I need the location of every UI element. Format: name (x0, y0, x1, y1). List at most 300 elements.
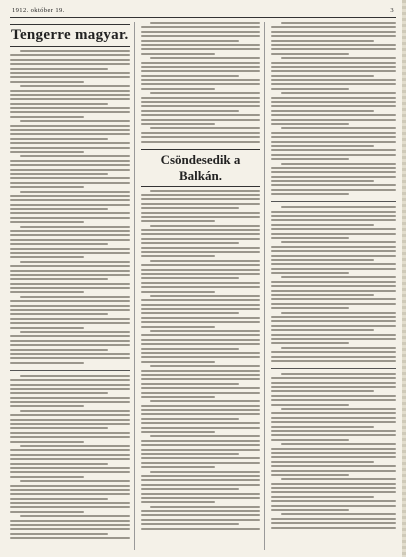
text-line-placeholder (141, 132, 261, 134)
text-line-placeholder (271, 123, 348, 125)
text-line-placeholder (150, 127, 260, 129)
text-line-placeholder (10, 195, 130, 197)
text-line-placeholder (150, 260, 260, 262)
text-line-placeholder (141, 475, 261, 477)
text-line-placeholder (10, 138, 108, 140)
text-line-placeholder (10, 476, 84, 478)
text-line-placeholder (10, 463, 108, 465)
text-line-placeholder (10, 357, 130, 359)
text-line-placeholder (271, 180, 373, 182)
text-line-placeholder (10, 414, 130, 416)
text-line-placeholder (281, 57, 396, 59)
text-line-placeholder (141, 31, 261, 33)
text-line-placeholder (271, 263, 396, 265)
text-line-placeholder (281, 312, 396, 314)
text-line-placeholder (10, 125, 130, 127)
text-line-placeholder (271, 193, 348, 195)
text-line-placeholder (141, 510, 261, 512)
text-line-placeholder (10, 498, 108, 500)
text-line-placeholder (141, 405, 261, 407)
text-line-placeholder (271, 461, 373, 463)
lead-article-body (10, 50, 130, 364)
text-line-placeholder (10, 309, 130, 311)
text-line-placeholder (141, 409, 261, 411)
text-line-placeholder (271, 255, 396, 257)
text-line-placeholder (141, 273, 261, 275)
column-3-body-bottom (271, 373, 396, 529)
text-line-placeholder (141, 141, 261, 143)
text-line-placeholder (141, 207, 239, 209)
text-line-placeholder (10, 300, 130, 302)
text-line-placeholder (20, 480, 130, 482)
text-line-placeholder (141, 247, 261, 249)
text-line-placeholder (271, 342, 348, 344)
text-line-placeholder (141, 378, 261, 380)
text-line-placeholder (10, 362, 84, 364)
text-line-placeholder (281, 241, 396, 243)
text-line-placeholder (10, 392, 108, 394)
text-line-placeholder (271, 334, 396, 336)
text-line-placeholder (271, 390, 373, 392)
text-line-placeholder (271, 114, 396, 116)
text-line-placeholder (271, 110, 373, 112)
text-line-placeholder (271, 35, 396, 37)
text-line-placeholder (281, 373, 396, 375)
text-line-placeholder (150, 295, 260, 297)
text-line-placeholder (271, 184, 396, 186)
column-3-body-middle (271, 206, 396, 362)
text-line-placeholder (141, 493, 261, 495)
text-line-placeholder (10, 493, 130, 495)
balkan-headline: Csöndesedik a Balkán. (141, 149, 261, 187)
text-line-placeholder (271, 88, 348, 90)
text-line-placeholder (141, 449, 261, 451)
text-line-placeholder (271, 228, 396, 230)
text-line-placeholder (271, 158, 348, 160)
text-line-placeholder (10, 397, 130, 399)
text-line-placeholder (10, 230, 130, 232)
text-line-placeholder (150, 435, 260, 437)
text-line-placeholder (271, 75, 373, 77)
text-line-placeholder (150, 190, 260, 192)
text-line-placeholder (150, 471, 260, 473)
text-line-placeholder (271, 145, 373, 147)
text-line-placeholder (20, 296, 130, 298)
text-line-placeholder (20, 410, 130, 412)
text-line-placeholder (141, 312, 239, 314)
text-line-placeholder (141, 374, 261, 376)
column-3-body-top (271, 22, 396, 195)
scan-edge-strip (402, 0, 406, 557)
text-line-placeholder (141, 291, 215, 293)
text-line-placeholder (281, 127, 396, 129)
text-line-placeholder (150, 92, 260, 94)
text-line-placeholder (150, 400, 260, 402)
text-line-placeholder (141, 308, 261, 310)
text-line-placeholder (271, 298, 396, 300)
text-line-placeholder (271, 505, 396, 507)
text-line-placeholder (10, 467, 130, 469)
text-line-placeholder (20, 331, 130, 333)
text-line-placeholder (141, 339, 261, 341)
text-line-placeholder (141, 361, 215, 363)
masthead-date: 1912. október 19. (12, 7, 65, 14)
text-line-placeholder (271, 399, 396, 401)
text-line-placeholder (10, 199, 130, 201)
text-line-placeholder (271, 377, 396, 379)
text-line-placeholder (141, 352, 261, 354)
text-line-placeholder (10, 379, 130, 381)
text-line-placeholder (150, 225, 260, 227)
text-line-placeholder (281, 408, 396, 410)
text-line-placeholder (10, 177, 130, 179)
text-line-placeholder (141, 383, 239, 385)
text-line-placeholder (271, 268, 396, 270)
text-line-placeholder (141, 114, 261, 116)
text-line-placeholder (271, 351, 396, 353)
text-line-placeholder (141, 123, 215, 125)
text-line-placeholder (10, 208, 108, 210)
text-line-placeholder (10, 506, 130, 508)
text-line-placeholder (271, 48, 396, 50)
text-line-placeholder (10, 318, 130, 320)
text-line-placeholder (271, 272, 348, 274)
text-line-placeholder (20, 120, 130, 122)
text-line-placeholder (281, 443, 396, 445)
article-columns (10, 22, 396, 550)
text-line-placeholder (10, 287, 130, 289)
text-line-placeholder (141, 334, 261, 336)
text-line-placeholder (271, 281, 396, 283)
text-line-placeholder (271, 329, 373, 331)
text-line-placeholder (10, 94, 130, 96)
text-line-placeholder (271, 509, 348, 511)
text-line-placeholder (141, 35, 261, 37)
text-line-placeholder (10, 239, 130, 241)
text-line-placeholder (271, 491, 396, 493)
text-line-placeholder (10, 133, 130, 135)
text-line-placeholder (10, 217, 130, 219)
text-line-placeholder (271, 487, 396, 489)
text-line-placeholder (10, 256, 84, 258)
text-line-placeholder (141, 387, 261, 389)
text-line-placeholder (271, 474, 348, 476)
column-3 (271, 22, 396, 550)
text-line-placeholder (20, 191, 130, 193)
text-line-placeholder (150, 365, 260, 367)
text-line-placeholder (271, 412, 396, 414)
text-line-placeholder (10, 164, 130, 166)
balkan-article-body (141, 190, 261, 530)
text-line-placeholder (141, 198, 261, 200)
text-line-placeholder (271, 303, 396, 305)
text-line-placeholder (141, 229, 261, 231)
text-line-placeholder (281, 478, 396, 480)
text-line-placeholder (141, 444, 261, 446)
text-line-placeholder (20, 226, 130, 228)
text-line-placeholder (10, 305, 130, 307)
text-line-placeholder (141, 523, 239, 525)
text-line-placeholder (141, 26, 261, 28)
text-line-placeholder (271, 452, 396, 454)
text-line-placeholder (141, 462, 261, 464)
text-line-placeholder (141, 97, 261, 99)
text-line-placeholder (271, 421, 396, 423)
text-line-placeholder (20, 85, 130, 87)
text-line-placeholder (141, 277, 239, 279)
text-line-placeholder (271, 79, 396, 81)
text-line-placeholder (10, 340, 130, 342)
text-line-placeholder (10, 160, 130, 162)
text-line-placeholder (141, 251, 261, 253)
text-line-placeholder (141, 299, 261, 301)
text-line-placeholder (10, 98, 130, 100)
text-line-placeholder (141, 519, 261, 521)
text-line-placeholder (141, 282, 261, 284)
text-line-placeholder (141, 79, 261, 81)
text-line-placeholder (141, 440, 261, 442)
text-line-placeholder (10, 116, 84, 118)
text-line-placeholder (271, 470, 396, 472)
text-line-placeholder (10, 248, 130, 250)
text-line-placeholder (141, 501, 215, 503)
text-line-placeholder (10, 432, 130, 434)
text-line-placeholder (271, 360, 396, 362)
text-line-placeholder (141, 466, 215, 468)
text-line-placeholder (271, 417, 396, 419)
text-line-placeholder (10, 291, 84, 293)
text-line-placeholder (271, 167, 396, 169)
text-line-placeholder (141, 110, 239, 112)
text-line-placeholder (141, 53, 215, 55)
text-line-placeholder (271, 338, 396, 340)
text-line-placeholder (141, 40, 239, 42)
text-line-placeholder (141, 269, 261, 271)
text-line-placeholder (281, 347, 396, 349)
text-line-placeholder (271, 215, 396, 217)
text-line-placeholder (10, 458, 130, 460)
text-line-placeholder (271, 176, 396, 178)
text-line-placeholder (20, 155, 130, 157)
text-line-placeholder (10, 353, 130, 355)
text-line-placeholder (271, 237, 348, 239)
text-line-placeholder (150, 330, 260, 332)
text-line-placeholder (141, 356, 261, 358)
text-line-placeholder (150, 22, 260, 24)
text-line-placeholder (10, 419, 130, 421)
text-line-placeholder (271, 434, 396, 436)
text-line-placeholder (10, 81, 84, 83)
text-line-placeholder (271, 259, 373, 261)
text-line-placeholder (141, 136, 261, 138)
text-line-placeholder (141, 212, 261, 214)
text-line-placeholder (10, 68, 108, 70)
text-line-placeholder (141, 304, 261, 306)
column-2 (141, 22, 266, 550)
text-line-placeholder (10, 327, 84, 329)
text-line-placeholder (271, 70, 396, 72)
text-line-placeholder (141, 242, 239, 244)
text-line-placeholder (271, 101, 396, 103)
text-line-placeholder (271, 26, 396, 28)
text-line-placeholder (10, 405, 84, 407)
text-line-placeholder (271, 149, 396, 151)
text-line-placeholder (10, 72, 130, 74)
text-line-placeholder (271, 294, 373, 296)
text-line-placeholder (20, 50, 130, 52)
text-line-placeholder (271, 456, 396, 458)
text-line-placeholder (271, 53, 348, 55)
text-line-placeholder (10, 349, 108, 351)
text-line-placeholder (271, 224, 373, 226)
text-line-placeholder (10, 511, 84, 513)
text-line-placeholder (141, 48, 261, 50)
text-line-placeholder (271, 500, 396, 502)
text-line-placeholder (281, 92, 396, 94)
text-line-placeholder (10, 204, 130, 206)
text-line-placeholder (271, 316, 396, 318)
text-line-placeholder (271, 136, 396, 138)
text-line-placeholder (20, 375, 130, 377)
text-line-placeholder (141, 392, 261, 394)
text-line-placeholder (10, 344, 130, 346)
text-line-placeholder (271, 307, 348, 309)
text-line-placeholder (10, 313, 108, 315)
text-line-placeholder (10, 454, 130, 456)
text-line-placeholder (281, 163, 396, 165)
text-line-placeholder (141, 343, 261, 345)
text-line-placeholder (141, 317, 261, 319)
text-line-placeholder (271, 219, 396, 221)
text-line-placeholder (10, 90, 130, 92)
text-line-placeholder (141, 194, 261, 196)
text-line-placeholder (281, 22, 396, 24)
text-line-placeholder (10, 388, 130, 390)
text-line-placeholder (271, 439, 348, 441)
text-line-placeholder (10, 384, 130, 386)
text-line-placeholder (10, 129, 130, 131)
text-line-placeholder (10, 243, 108, 245)
text-line-placeholder (10, 186, 84, 188)
text-line-placeholder (141, 119, 261, 121)
text-line-placeholder (10, 270, 130, 272)
text-line-placeholder (10, 524, 130, 526)
text-line-placeholder (141, 453, 239, 455)
text-line-placeholder (10, 182, 130, 184)
text-line-placeholder (141, 497, 261, 499)
text-line-placeholder (10, 59, 130, 61)
text-line-placeholder (141, 457, 261, 459)
column-1 (10, 22, 135, 550)
text-line-placeholder (271, 44, 396, 46)
text-line-placeholder (141, 286, 261, 288)
text-line-placeholder (10, 265, 130, 267)
text-line-placeholder (10, 76, 130, 78)
text-line-placeholder (141, 238, 261, 240)
text-line-placeholder (141, 44, 261, 46)
text-line-placeholder (10, 107, 130, 109)
text-line-placeholder (271, 285, 396, 287)
text-line-placeholder (141, 418, 239, 420)
text-line-placeholder (271, 119, 396, 121)
text-line-placeholder (271, 189, 396, 191)
text-line-placeholder (10, 537, 130, 539)
text-line-placeholder (10, 173, 108, 175)
text-line-placeholder (271, 246, 396, 248)
text-line-placeholder (271, 518, 396, 520)
text-line-placeholder (271, 250, 396, 252)
text-line-placeholder (271, 171, 396, 173)
text-line-placeholder (271, 395, 396, 397)
text-line-placeholder (10, 489, 130, 491)
text-line-placeholder (271, 290, 396, 292)
column-divider (271, 368, 396, 369)
text-line-placeholder (10, 147, 130, 149)
text-line-placeholder (271, 404, 348, 406)
text-line-placeholder (10, 169, 130, 171)
text-line-placeholder (271, 382, 396, 384)
text-line-placeholder (10, 274, 130, 276)
lead-headline: Tengerre magyar. (10, 24, 130, 47)
text-line-placeholder (141, 488, 239, 490)
text-line-placeholder (10, 441, 84, 443)
text-line-placeholder (141, 528, 261, 530)
text-line-placeholder (271, 325, 396, 327)
text-line-placeholder (271, 105, 396, 107)
text-line-placeholder (10, 212, 130, 214)
text-line-placeholder (10, 449, 130, 451)
text-line-placeholder (141, 203, 261, 205)
text-line-placeholder (271, 211, 396, 213)
text-line-placeholder (10, 54, 130, 56)
text-line-placeholder (141, 422, 261, 424)
text-line-placeholder (271, 66, 396, 68)
text-line-placeholder (20, 445, 130, 447)
text-line-placeholder (271, 233, 396, 235)
text-line-placeholder (141, 370, 261, 372)
text-line-placeholder (271, 430, 396, 432)
text-line-placeholder (10, 485, 130, 487)
text-line-placeholder (141, 255, 215, 257)
text-line-placeholder (271, 154, 396, 156)
text-line-placeholder (10, 278, 108, 280)
text-line-placeholder (10, 335, 130, 337)
page-number: 3 (390, 7, 394, 14)
text-line-placeholder (271, 141, 396, 143)
text-line-placeholder (141, 431, 215, 433)
text-line-placeholder (271, 97, 396, 99)
text-line-placeholder (271, 31, 396, 33)
text-line-placeholder (141, 233, 261, 235)
text-line-placeholder (141, 75, 239, 77)
text-line-placeholder (141, 348, 239, 350)
text-line-placeholder (10, 111, 130, 113)
text-line-placeholder (141, 427, 261, 429)
text-line-placeholder (271, 40, 373, 42)
text-line-placeholder (10, 63, 130, 65)
text-line-placeholder (10, 533, 108, 535)
text-line-placeholder (150, 57, 260, 59)
text-line-placeholder (10, 221, 84, 223)
text-line-placeholder (10, 520, 130, 522)
text-line-placeholder (281, 206, 396, 208)
text-line-placeholder (10, 502, 130, 504)
text-line-placeholder (141, 413, 261, 415)
text-line-placeholder (10, 436, 130, 438)
text-line-placeholder (141, 479, 261, 481)
text-line-placeholder (271, 522, 396, 524)
text-line-placeholder (141, 396, 215, 398)
